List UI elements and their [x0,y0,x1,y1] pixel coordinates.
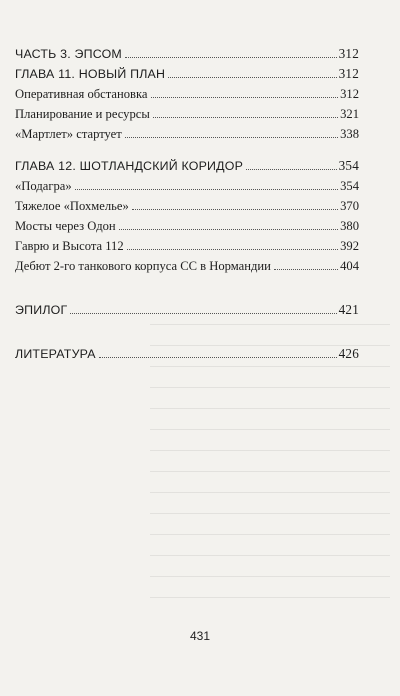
toc-entry-title: ЭПИЛОГ [15,303,68,317]
dot-leader [70,313,336,314]
toc-entry-title: «Мартлет» стартует [15,127,122,141]
toc-entry-page: 404 [340,259,359,273]
toc-section[interactable] [15,176,359,196]
dot-leader [99,357,337,358]
toc-entry-page: 392 [340,239,359,253]
dot-leader [119,229,338,230]
toc-entry-title: «Подагра» [15,179,72,193]
toc-entry-title: Планирование и ресурсы [15,107,150,121]
toc-section[interactable] [15,196,359,216]
toc-entry-page: 421 [338,302,359,317]
dot-leader [274,269,338,270]
toc-entry-title: Гаврю и Высота 112 [15,239,124,253]
toc-entry-title: Оперативная обстановка [15,87,148,101]
toc-entry-page: 312 [338,66,359,81]
dot-leader [151,97,339,98]
dot-leader [168,77,336,78]
toc-entry-page: 370 [340,199,359,213]
toc-entry-title: ГЛАВА 12. ШОТЛАНДСКИЙ КОРИДОР [15,159,244,173]
table-of-contents [15,44,359,364]
toc-entry-title: ЧАСТЬ 3. ЭПСОМ [15,47,122,61]
toc-entry-title: ГЛАВА 11. НОВЫЙ ПЛАН [15,67,166,81]
toc-epilogue[interactable] [15,300,359,320]
dot-leader [75,189,338,190]
page-number: 431 [189,629,211,643]
dot-leader [132,209,338,210]
toc-entry-page: 354 [340,179,359,193]
toc-entry-page: 380 [340,219,359,233]
toc-entry-title: Дебют 2-го танкового корпуса СС в Нормандии [15,259,271,273]
spacer [15,320,359,344]
toc-entry-page: 312 [340,87,359,101]
dot-leader [125,57,337,58]
toc-entry-page: 338 [340,127,359,141]
toc-section[interactable] [15,84,359,104]
toc-section[interactable] [15,124,359,144]
toc-section[interactable] [15,256,359,276]
toc-chapter-12[interactable] [15,156,359,176]
toc-section[interactable] [15,236,359,256]
toc-section[interactable] [15,216,359,236]
dot-leader [153,117,338,118]
toc-part-3[interactable] [15,44,359,64]
toc-literature[interactable] [15,344,359,364]
toc-entry-title: Мосты через Одон [15,219,116,233]
toc-section[interactable] [15,104,359,124]
dot-leader [127,249,338,250]
toc-chapter-11[interactable] [15,64,359,84]
toc-entry-page: 321 [340,107,359,121]
spacer [15,276,359,300]
toc-entry-page: 426 [338,346,359,361]
dot-leader [125,137,338,138]
toc-entry-title: ЛИТЕРАТУРА [15,347,96,361]
spacer [15,144,359,156]
toc-entry-page: 312 [338,46,359,61]
toc-entry-page: 354 [338,158,359,173]
toc-entry-title: Тяжелое «Похмелье» [15,199,129,213]
dot-leader [246,169,337,170]
